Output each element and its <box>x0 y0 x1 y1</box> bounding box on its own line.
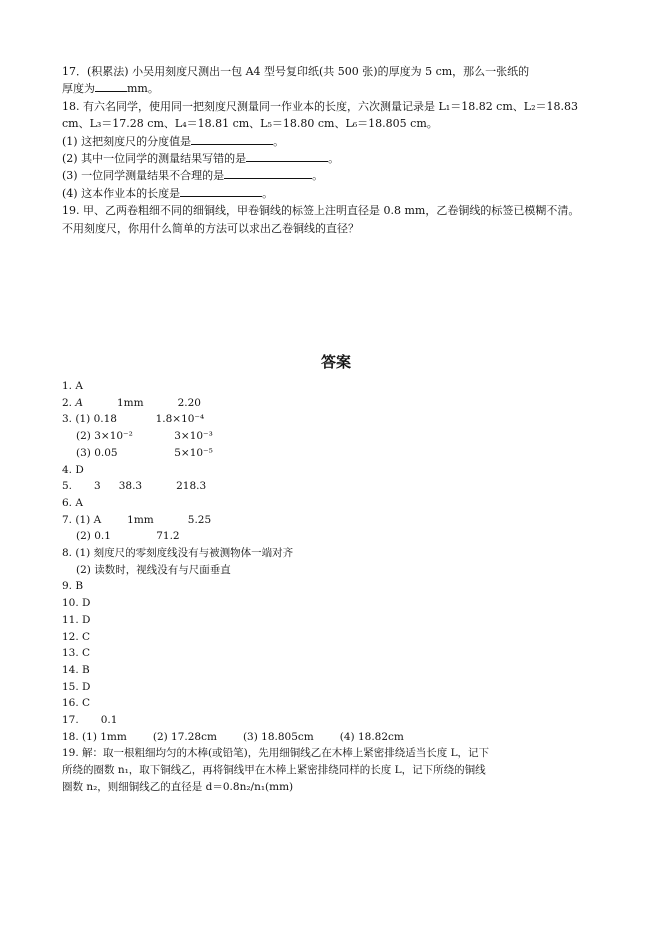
q17-suffix: mm。 <box>127 82 159 96</box>
answer-3-2-num: (2) <box>76 430 91 443</box>
answer-3-2-v2: 3×10⁻³ <box>174 430 213 443</box>
answer-19-line-2: 所绕的圈数 n₁，取下铜线乙，再将铜线甲在木棒上紧密排绕同样的长度 L，记下所绕的铜线 <box>62 764 486 777</box>
answer-7-1-v2: 1mm <box>127 513 154 526</box>
answer-17 <box>62 712 610 729</box>
answers-title: 答案 <box>320 353 351 371</box>
answer-3-1-v2: 1.8×10⁻⁴ <box>155 413 205 426</box>
answer-10: 10. D <box>62 597 91 610</box>
answer-7-2-v2: 71.2 <box>156 530 180 543</box>
answer-18-p1: 18. (1) 1mm <box>62 730 127 743</box>
answer-2-v2: 1mm <box>116 396 144 409</box>
answer-18-p3: (3) 18.805cm <box>242 730 314 743</box>
answer-6: 6. A <box>62 496 83 509</box>
answer-7-2-v1: 0.1 <box>94 530 111 543</box>
question-18-line-1: 18. 有六名同学，使用同一把刻度尺测量同一作业本的长度，六次测量记录是 L₁＝18.82 cm、L₂＝18.83 <box>62 99 578 113</box>
answer-13: 13. C <box>62 647 91 660</box>
question-18-sub-3 <box>62 167 610 184</box>
answer-8-row-2: (2) 读数时，视线没有与尺面垂直 <box>76 563 231 576</box>
q18-blank-4[interactable] <box>180 186 262 197</box>
answer-3-2-v1: 3×10⁻² <box>94 430 133 443</box>
q18-sub-1-text: (1) 这把刻度尺的分度值是 <box>62 134 192 148</box>
answer-3-row-1 <box>62 411 610 428</box>
answer-17-v1: 0.1 <box>100 714 118 727</box>
question-18-sub-4 <box>62 185 610 202</box>
answer-5-num: 5. <box>62 480 73 493</box>
answer-7-row-2 <box>62 528 610 545</box>
question-19-line-1: 19. 甲、乙两卷粗细不同的细铜线，甲卷铜线的标签上注明直径是 0.8 mm，乙卷铜线的标签已模糊不清。 <box>62 204 580 218</box>
q18-blank-2[interactable] <box>246 151 328 162</box>
q18-blank-1[interactable] <box>191 134 273 145</box>
answer-4: 4. D <box>62 463 84 476</box>
answer-12: 12. C <box>62 630 91 643</box>
answer-7-2-num: (2) <box>76 530 91 543</box>
answer-3-3-num: (3) <box>76 446 91 459</box>
q18-blank-3[interactable] <box>224 168 312 179</box>
answer-3-3-v1: 0.05 <box>94 446 118 459</box>
answer-7-row-1 <box>62 512 610 529</box>
answer-7-num: 7. (1) <box>62 513 91 526</box>
q18-sub-3-text: (3) 一位同学测量结果不合理的是 <box>62 169 225 183</box>
question-17-line-2 <box>62 80 610 97</box>
answer-2-v3: 2.20 <box>177 396 201 409</box>
answer-8-row-1: 8. (1) 刻度尺的零刻度线没有与被测物体一端对齐 <box>62 547 294 560</box>
question-18-line-2: cm、L₃＝17.28 cm、L₄＝18.81 cm、L₅＝18.80 cm、L₆＝18.805 cm。 <box>62 117 438 131</box>
answer-7-1-v3: 5.25 <box>187 513 212 526</box>
q18-end-1: 。 <box>273 134 285 148</box>
answer-3-row-3 <box>62 445 610 462</box>
answer-15: 15. D <box>62 680 91 693</box>
q18-sub-4-text: (4) 这本作业本的长度是 <box>62 186 181 200</box>
answer-5-v3: 218.3 <box>176 480 207 493</box>
answer-3-num: 3. (1) <box>62 413 91 426</box>
answer-16: 16. C <box>62 697 91 710</box>
answer-17-num: 17. <box>62 714 79 727</box>
question-18-sub-2 <box>62 150 610 167</box>
answer-7-1-v1: A <box>93 513 102 526</box>
answer-3-row-2 <box>62 428 610 445</box>
answer-2-v1: A <box>75 396 83 409</box>
answer-5-v1: 3 <box>94 480 101 493</box>
answer-1: 1. A <box>62 380 83 392</box>
answer-14: 14. B <box>62 663 90 676</box>
answer-18-p4: (4) 18.82cm <box>339 730 404 743</box>
question-18-sub-1 <box>62 133 610 150</box>
q18-sub-2-text: (2) 其中一位同学的测量结果写错的是 <box>62 152 247 166</box>
q17-prefix: 厚度为 <box>62 82 95 96</box>
answer-5-v2: 38.3 <box>118 480 143 493</box>
document-page <box>62 63 610 793</box>
answer-18-p2: (2) 17.28cm <box>152 730 217 743</box>
answer-11: 11. D <box>62 613 91 626</box>
answer-9: 9. B <box>62 580 84 593</box>
answer-18 <box>62 729 610 746</box>
answer-19-line-3: 圈数 n₂，则细铜线乙的直径是 d＝0.8n₂/n₁(mm) <box>62 780 294 793</box>
answer-2-num: 2. <box>62 396 73 409</box>
answer-19-line-1: 19. 解：取一根粗细均匀的木棒(或铅笔)，先用细铜线乙在木棒上紧密排绕适当长度 L，记下 <box>62 747 490 760</box>
answer-3-3-v2: 5×10⁻⁵ <box>174 446 213 459</box>
q18-end-4: 。 <box>262 186 274 200</box>
q18-end-2: 。 <box>328 152 340 166</box>
question-17-line-1: 17．(积累法) 小吴用刻度尺测出一包 A4 型号复印纸(共 500 张)的厚度为 5 cm，那么一张纸的 <box>62 65 530 78</box>
answer-3-1-v1: 0.18 <box>93 413 117 426</box>
answer-2 <box>62 395 610 412</box>
q18-end-3: 。 <box>312 169 324 183</box>
answers-section <box>62 378 610 796</box>
question-19-line-2: 不用刻度尺，你用什么简单的方法可以求出乙卷铜线的直径？ <box>62 221 359 235</box>
q17-blank[interactable] <box>95 81 127 92</box>
answer-5 <box>62 478 610 495</box>
